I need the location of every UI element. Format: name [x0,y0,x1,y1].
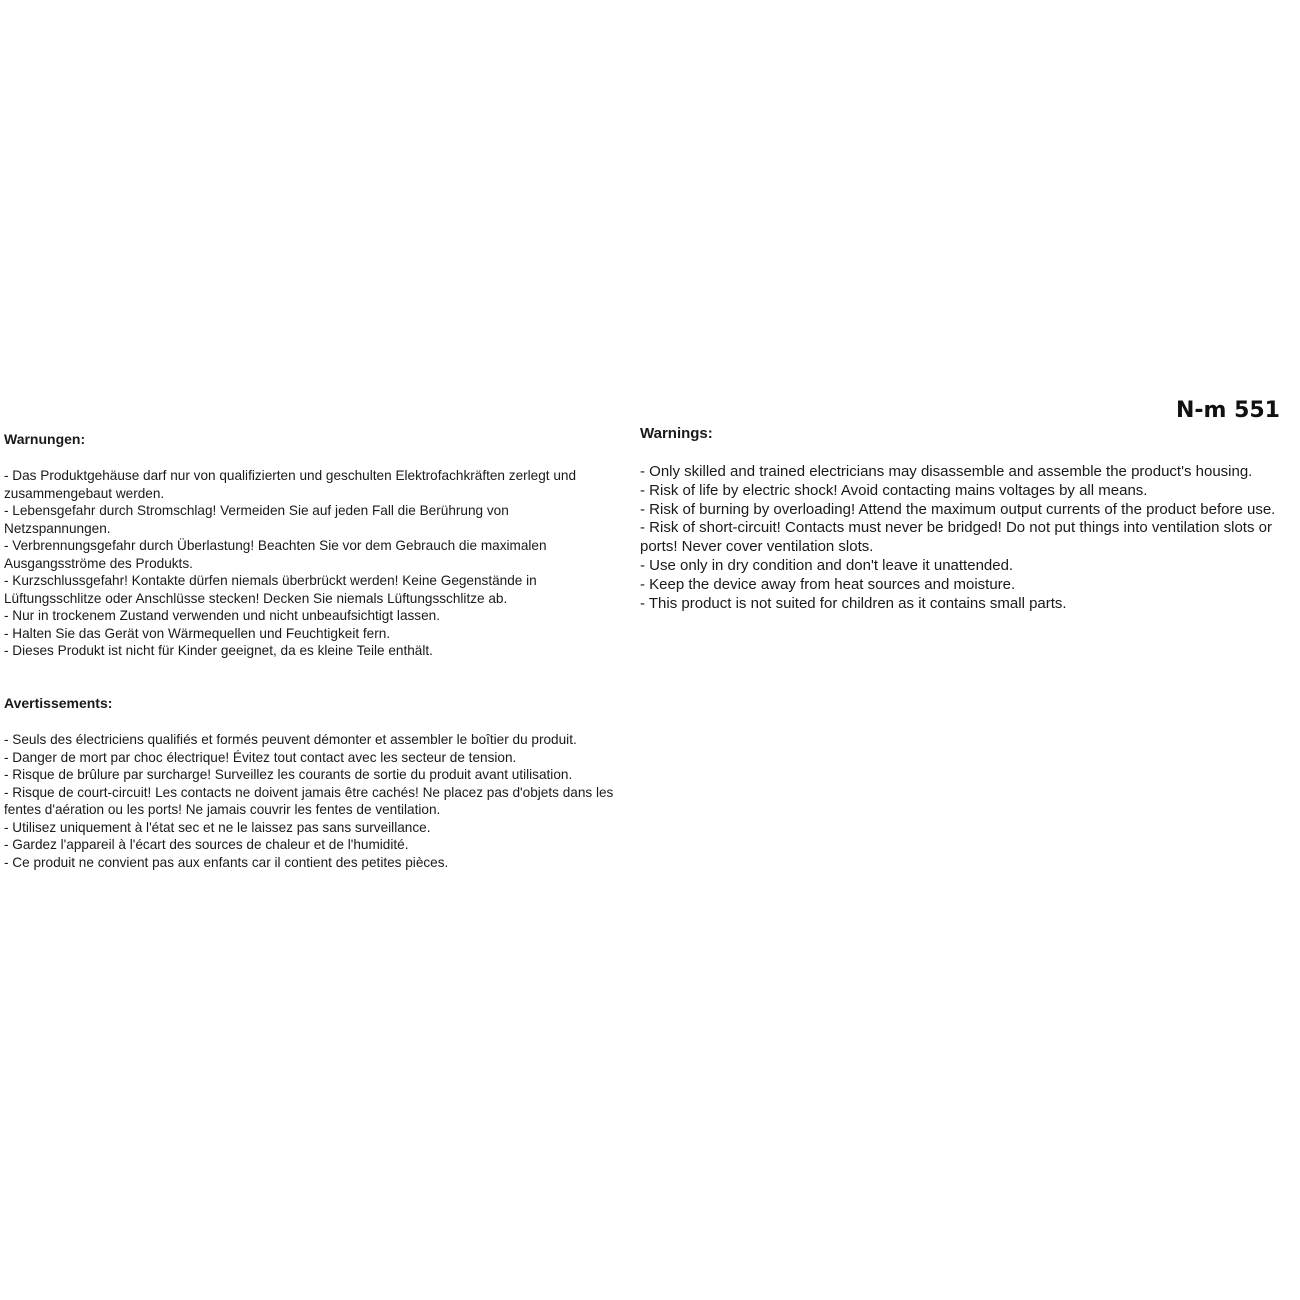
warning-item-fr-4: - Risque de court-circuit! Les contacts ne doivent jamais être cachés! Ne placez pas d'objets dans les fentes d'aération ou les ports! Ne jamais couvrir les fentes de ventilation. [4,784,614,817]
warnings-french-list [4,731,614,871]
model-number: N-m 551 [1175,398,1280,423]
warning-item-fr-3: - Risque de brûlure par surcharge! Surveillez les courants de sortie du produit avant utilisation. [4,767,573,782]
warnings-english-list [640,463,1295,613]
warning-item-en-4: - Risk of short-circuit! Contacts must never be bridged! Do not put things into ventilation slots or ports! Never cover ventilation slots. [640,519,1272,556]
warning-item-fr-5: - Utilisez uniquement à l'état sec et ne le laissez pas sans surveillance. [4,819,431,835]
warning-item-de-3: - Verbrennungsgefahr durch Überlastung! Beachten Sie vor dem Gebrauch die maximalen Ausgangsströme des Produkts. [4,538,547,571]
warning-item-de-6: - Halten Sie das Gerät von Wärmequellen und Feuchtigkeit fern. [4,625,391,641]
warnings-french-section [4,695,614,871]
warnings-english-heading: Warnings: [640,425,713,442]
warning-item-de-5: - Nur in trockenem Zustand verwenden und nicht unbeaufsichtigt lassen. [4,608,440,623]
warning-item-de-7: - Dieses Produkt ist nicht für Kinder geeignet, da es kleine Teile enthält. [4,643,433,658]
warning-item-en-2: - Risk of life by electric shock! Avoid contacting mains voltages by all means. [640,481,1148,499]
warnings-english-section [640,425,1295,613]
warning-item-fr-6: - Gardez l'appareil à l'écart des sources de chaleur et de l'humidité. [4,837,409,852]
warning-item-fr-1: - Seuls des électriciens qualifiés et formés peuvent démonter et assembler le boîtier du produit. [4,732,577,747]
warning-item-en-6: - Keep the device away from heat sources and moisture. [640,575,1016,593]
warnings-german-list [4,467,609,660]
warning-item-en-7: - This product is not suited for children as it contains small parts. [640,594,1067,612]
warnings-german-heading: Warnungen: [4,431,86,447]
warnings-german-section [4,431,609,660]
warning-item-de-2: - Lebensgefahr durch Stromschlag! Vermeiden Sie auf jeden Fall die Berührung von Netzspannungen. [4,503,509,536]
warning-item-en-5: - Use only in dry condition and don't leave it unattended. [640,556,1014,574]
warning-item-de-4: - Kurzschlussgefahr! Kontakte dürfen niemals überbrückt werden! Keine Gegenstände in Lüftungsschlitze oder Anschlüsse stecken! Decken Sie niemals Lüftungsschlitze ab. [4,573,537,606]
warning-item-en-3: - Risk of burning by overloading! Attend the maximum output currents of the product before use. [640,500,1276,518]
warning-item-de-1: - Das Produktgehäuse darf nur von qualifizierten und geschulten Elektrofachkräften zerlegt und zusammengebaut werden. [4,468,577,501]
warnings-french-heading: Avertissements: [4,695,113,711]
warning-item-fr-7: - Ce produit ne convient pas aux enfants car il contient des petites pièces. [4,854,449,870]
warning-item-fr-2: - Danger de mort par choc électrique! Évitez tout contact avec les secteur de tension. [4,749,517,765]
warning-item-en-1: - Only skilled and trained electricians may disassemble and assemble the product's housing. [640,463,1253,480]
